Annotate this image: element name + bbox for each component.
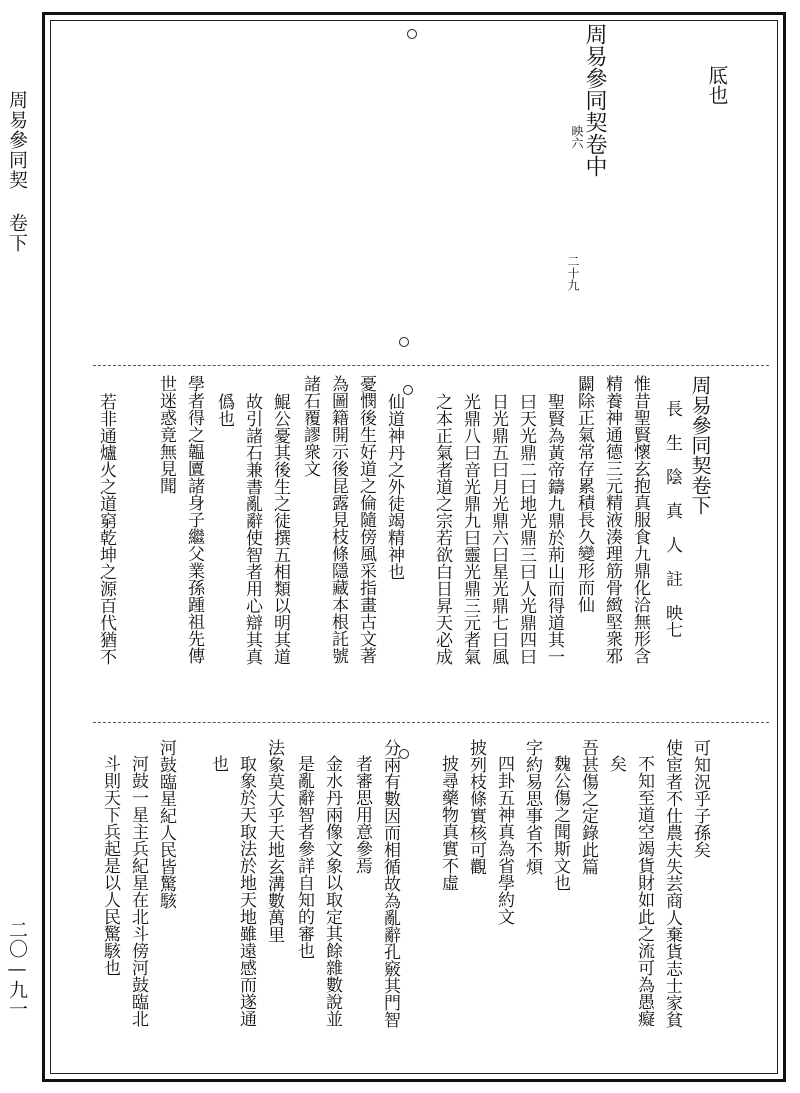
section-divider	[93, 365, 769, 366]
juan-title-note: 映六	[570, 125, 584, 149]
closing-text: 厎也	[705, 65, 729, 105]
text-column: 闢除正氣常存累積長久變形而仙	[574, 375, 594, 613]
text-column: 惟昔聖賢懷玄抱真服食九鼎化洽無形含	[630, 375, 650, 664]
text-column: 長 生 陰 真 人 註 映七	[662, 400, 682, 638]
text-column: 金水丹兩像文象以取定其餘雜數說並	[322, 755, 342, 1027]
text-column: 取象於天取法於地天地雖遠感而遂通	[236, 755, 256, 1027]
text-column: 之本正氣者道之宗若欲白日昇天必成	[432, 393, 452, 665]
text-column: 字約易思事省不煩	[522, 739, 542, 875]
text-column: 法象莫大乎天地玄溝數萬里	[264, 739, 284, 943]
text-column: 曰天光鼎二曰地光鼎三曰人光鼎四曰	[516, 393, 536, 665]
binding-hole	[399, 337, 409, 347]
book-title-margin: 周易參同契 卷下	[6, 90, 28, 253]
text-column: 精養神通德三元精液湊理筋骨緻堅衆邪	[602, 375, 622, 664]
text-column: 若非通爐火之道窮乾坤之源百代猶不	[96, 393, 116, 665]
text-column: 可知況乎子孫矣	[690, 739, 710, 858]
text-column: 憂憫後生好道之倫隨傍風采指畫古文著	[356, 375, 376, 664]
text-column: 使宦者不仕農夫失芸商人棄貨志士家貧	[662, 739, 682, 1028]
text-column: 故引諸石兼書亂辭使智者用心辯其真	[242, 393, 262, 665]
text-column: 聖賢為黃帝鑄九鼎於荊山而得道其一	[544, 393, 564, 665]
text-column: 河鼓臨星紀人民皆驚駭	[156, 739, 176, 909]
text-column: 吾甚傷之定錄此篇	[578, 739, 598, 875]
text-column: 河鼓一星主兵紀星在北斗傍河鼓臨北	[128, 755, 148, 1027]
text-column: 矣	[606, 755, 626, 772]
text-column: 者審思用意參焉	[352, 755, 372, 874]
folio-number: 二十九	[566, 255, 580, 291]
text-column: 為圖籍開示後昆露見枝條隱藏本根託號	[328, 375, 348, 664]
juan-title: 周易參同契卷中	[582, 23, 607, 177]
text-column: 魏公傷之聞斯文也	[550, 755, 570, 891]
binding-hole	[407, 29, 417, 39]
text-column: 世迷惑竟無見聞	[156, 375, 176, 494]
page-frame	[42, 12, 786, 1082]
text-column: 也	[208, 755, 228, 772]
text-column: 不知至道空竭貨財如此之流可為愚癡	[634, 755, 654, 1027]
text-column: 周易參同契卷下	[688, 375, 712, 515]
text-column: 僞也	[214, 393, 234, 427]
text-column: 披列枝條實核可觀	[466, 739, 486, 875]
text-column: 鯤公憂其後生之徒撰五相類以明其道	[270, 393, 290, 665]
text-column: 光鼎八曰音光鼎九曰靈光鼎三元者氣	[460, 393, 480, 665]
text-column: 諸石覆謬衆文	[300, 375, 320, 477]
text-column: 斗則天下兵起是以人民驚駭也	[100, 755, 120, 976]
text-column: 四卦五神真為省學約文	[494, 755, 514, 925]
text-column: 披尋藥物真實不虛	[438, 755, 458, 891]
text-column: 學者得之韞匵諸身子繼父業孫踵祖先傳	[184, 375, 204, 664]
page-number: 二〇—九一	[6, 920, 28, 1018]
text-column: 分兩有數因而相循故為亂辭孔竅其門智	[380, 739, 400, 1028]
section-divider	[93, 722, 769, 723]
text-column: 是亂辭智者參詳自知的審也	[294, 755, 314, 959]
text-column: 仙道神丹之外徒竭精神也	[384, 393, 404, 580]
text-column: 日光鼎五曰月光鼎六曰星光鼎七曰風	[488, 393, 508, 665]
